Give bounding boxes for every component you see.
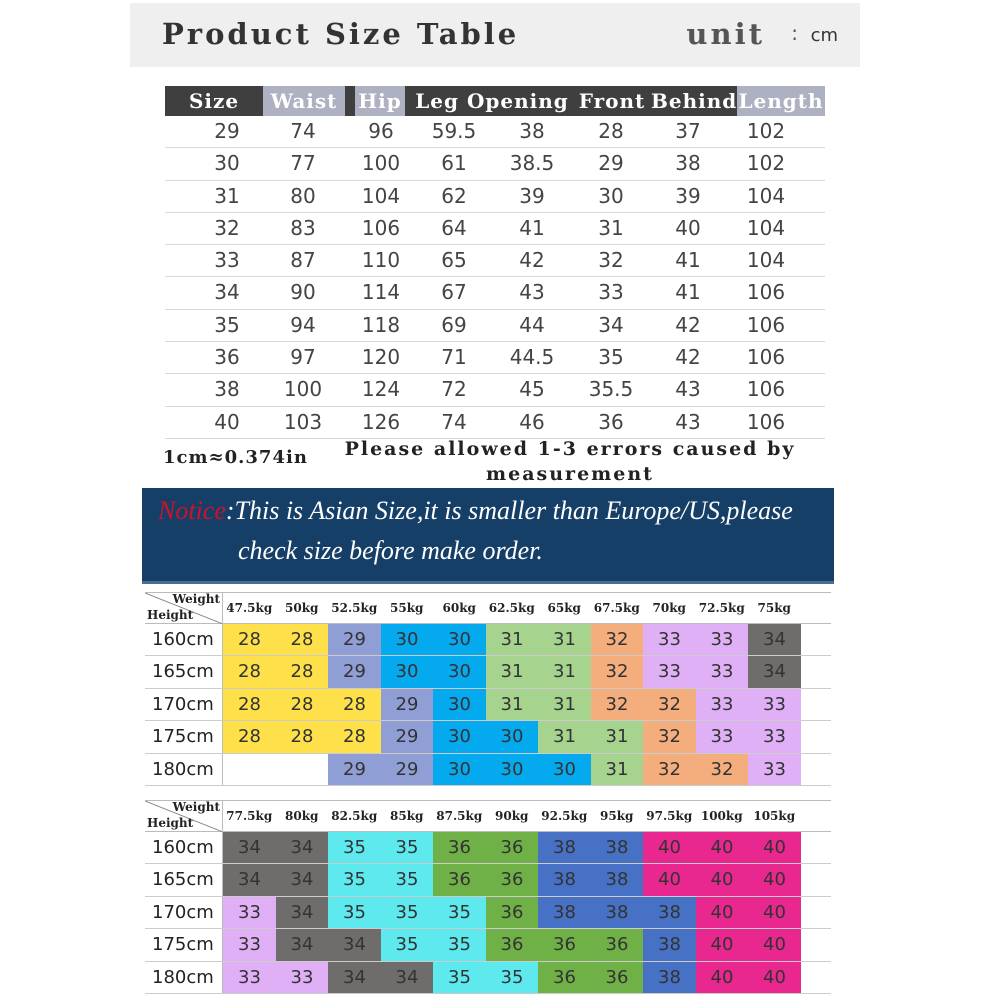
size-recommendation-cell: 34 xyxy=(276,864,329,895)
size-recommendation-cell: 28 xyxy=(276,721,329,752)
size-cell: 35 xyxy=(598,345,624,370)
size-recommendation-cell: 34 xyxy=(276,897,329,928)
weight-column-header: 47.5kg xyxy=(226,601,273,615)
size-recommendation-cell: 33 xyxy=(223,929,276,960)
table-row xyxy=(165,181,825,213)
size-recommendation-cell: 34 xyxy=(276,929,329,960)
size-recommendation-cell: 28 xyxy=(328,689,381,720)
size-cell: 35 xyxy=(214,312,240,337)
weight-height-corner xyxy=(145,801,223,832)
height-cell: 180cm xyxy=(145,754,223,785)
size-cell: 31 xyxy=(598,215,624,240)
size-recommendation-cell: 38 xyxy=(591,832,644,863)
size-cell: 104 xyxy=(361,183,401,208)
notice-banner xyxy=(142,488,834,584)
height-label: Height xyxy=(147,608,194,622)
size-recommendation-cell: 34 xyxy=(748,656,801,687)
height-cell: 175cm xyxy=(145,721,223,752)
size-recommendation-cell: 30 xyxy=(381,624,434,655)
size-recommendation-cell: 40 xyxy=(643,864,696,895)
size-recommendation-cell: 34 xyxy=(276,832,329,863)
size-cell: 39 xyxy=(519,183,545,208)
size-table xyxy=(165,86,825,439)
size-recommendation-cell: 35 xyxy=(381,864,434,895)
size-recommendation-cell: 28 xyxy=(223,624,276,655)
size-recommendation-cell: 34 xyxy=(223,864,276,895)
size-recommendation-cell: 38 xyxy=(538,864,591,895)
size-cell: 42 xyxy=(519,248,545,273)
size-recommendation-cell: 36 xyxy=(486,929,539,960)
size-recommendation-cell: 28 xyxy=(223,721,276,752)
size-cell: 40 xyxy=(214,409,240,434)
size-recommendation-cell: 40 xyxy=(696,897,749,928)
size-recommendation-cell: 31 xyxy=(538,689,591,720)
size-recommendation-cell: 29 xyxy=(381,689,434,720)
table-row xyxy=(165,342,825,374)
size-recommendation-cell: 34 xyxy=(328,929,381,960)
size-cell: 104 xyxy=(746,248,786,273)
size-recommendation-cell: 31 xyxy=(486,624,539,655)
size-recommendation-cell: 28 xyxy=(328,721,381,752)
size-cell: 90 xyxy=(290,280,316,305)
size-recommendation-cell: 31 xyxy=(486,656,539,687)
size-cell: 104 xyxy=(746,215,786,240)
height-cell: 170cm xyxy=(145,897,223,928)
height-cell: 180cm xyxy=(145,962,223,993)
size-recommendation-cell: 29 xyxy=(381,721,434,752)
size-cell: 41 xyxy=(519,215,545,240)
size-header-size: Size xyxy=(188,89,240,113)
size-cell: 41 xyxy=(675,280,701,305)
weight-height-grid-1 xyxy=(145,592,831,786)
size-cell: 33 xyxy=(598,280,624,305)
weight-column-header: 97.5kg xyxy=(646,809,693,823)
size-cell: 38 xyxy=(675,151,701,176)
notice-line-2: check size before make order. xyxy=(238,536,543,565)
size-recommendation-cell: 40 xyxy=(748,962,801,993)
size-cell: 29 xyxy=(214,119,240,143)
weight-label: Weight xyxy=(172,593,220,606)
size-cell: 114 xyxy=(361,280,401,305)
weight-column-header: 90kg xyxy=(495,809,529,823)
size-cell: 62 xyxy=(441,183,467,208)
size-recommendation-cell: 30 xyxy=(433,624,486,655)
size-header-hip: Hip xyxy=(355,86,405,116)
size-cell: 34 xyxy=(598,312,624,337)
size-recommendation-cell: 35 xyxy=(433,897,486,928)
grid-row xyxy=(145,897,831,929)
size-cell: 36 xyxy=(214,345,240,370)
size-recommendation-cell: 30 xyxy=(433,689,486,720)
weight-column-header: 67.5kg xyxy=(593,601,640,615)
size-recommendation-cell: 33 xyxy=(696,721,749,752)
size-cell: 38 xyxy=(214,377,240,402)
size-recommendation-cell: 33 xyxy=(696,656,749,687)
size-recommendation-cell: 38 xyxy=(538,897,591,928)
size-recommendation-cell: 35 xyxy=(486,962,539,993)
size-recommendation-cell: 30 xyxy=(433,754,486,785)
table-row xyxy=(165,213,825,245)
unit-separator: : xyxy=(791,21,798,45)
size-cell: 80 xyxy=(290,183,316,208)
size-cell: 46 xyxy=(519,409,545,434)
size-recommendation-cell: 32 xyxy=(696,754,749,785)
size-cell: 74 xyxy=(441,409,467,434)
size-recommendation-cell: 33 xyxy=(748,721,801,752)
size-cell: 124 xyxy=(361,377,401,402)
size-recommendation-cell: 38 xyxy=(538,832,591,863)
size-recommendation-cell: 28 xyxy=(223,656,276,687)
size-cell: 100 xyxy=(283,377,323,402)
size-recommendation-cell: 28 xyxy=(276,689,329,720)
size-cell: 39 xyxy=(675,183,701,208)
size-cell: 59.5 xyxy=(431,119,477,143)
height-cell: 160cm xyxy=(145,624,223,655)
size-recommendation-cell: 35 xyxy=(381,832,434,863)
size-recommendation-cell: 36 xyxy=(591,929,644,960)
size-recommendation-cell: 32 xyxy=(591,624,644,655)
weight-column-header: 85kg xyxy=(390,809,424,823)
size-cell: 43 xyxy=(675,409,701,434)
weight-column-header: 100kg xyxy=(700,809,743,823)
size-recommendation-cell: 38 xyxy=(643,962,696,993)
size-cell: 94 xyxy=(290,312,316,337)
size-cell: 28 xyxy=(598,119,624,143)
table-row xyxy=(165,407,825,439)
size-recommendation-cell: 31 xyxy=(538,721,591,752)
size-recommendation-cell: 30 xyxy=(486,754,539,785)
weight-column-header: 50kg xyxy=(285,601,319,615)
size-recommendation-cell xyxy=(276,754,329,785)
size-cell: 83 xyxy=(290,215,316,240)
size-recommendation-cell: 29 xyxy=(381,754,434,785)
size-recommendation-cell: 28 xyxy=(276,624,329,655)
size-recommendation-cell: 34 xyxy=(223,832,276,863)
size-recommendation-cell: 32 xyxy=(643,721,696,752)
weight-column-header: 60kg xyxy=(442,601,476,615)
weight-column-header: 70kg xyxy=(652,601,686,615)
size-cell: 72 xyxy=(441,377,467,402)
size-header-front: Front xyxy=(578,89,646,113)
size-recommendation-cell: 40 xyxy=(748,864,801,895)
size-cell: 41 xyxy=(675,248,701,273)
height-cell: 165cm xyxy=(145,656,223,687)
height-cell: 160cm xyxy=(145,832,223,863)
grid-row xyxy=(145,929,831,961)
size-recommendation-cell: 38 xyxy=(591,897,644,928)
table-row xyxy=(165,245,825,277)
weight-label: Weight xyxy=(172,801,220,814)
size-cell: 61 xyxy=(441,151,467,176)
size-recommendation-cell: 36 xyxy=(433,864,486,895)
size-cell: 43 xyxy=(519,280,545,305)
size-recommendation-cell: 34 xyxy=(748,624,801,655)
weight-column-header: 105kg xyxy=(753,809,796,823)
size-table-body xyxy=(165,116,825,439)
size-cell: 87 xyxy=(290,248,316,273)
grid-row xyxy=(145,832,831,864)
size-recommendation-cell: 29 xyxy=(328,624,381,655)
size-cell: 33 xyxy=(214,248,240,273)
page-title: Product Size Table xyxy=(162,17,520,51)
size-recommendation-cell: 28 xyxy=(223,689,276,720)
conversion-note: 1cm≈0.374in xyxy=(163,447,308,468)
size-cell: 106 xyxy=(746,280,786,305)
table-row xyxy=(165,116,825,148)
size-cell: 71 xyxy=(441,345,467,370)
size-cell: 35.5 xyxy=(588,377,634,402)
weight-column-header: 95kg xyxy=(600,809,634,823)
weight-column-header: 62.5kg xyxy=(488,601,535,615)
size-recommendation-cell: 36 xyxy=(538,929,591,960)
grid-row xyxy=(145,624,831,656)
size-recommendation-cell: 30 xyxy=(538,754,591,785)
weight-column-header: 65kg xyxy=(547,601,581,615)
size-recommendation-cell: 33 xyxy=(748,689,801,720)
size-recommendation-cell: 35 xyxy=(328,832,381,863)
size-recommendation-cell: 33 xyxy=(223,962,276,993)
weight-height-corner xyxy=(145,593,223,624)
size-recommendation-cell: 29 xyxy=(328,754,381,785)
size-recommendation-cell: 34 xyxy=(328,962,381,993)
weight-height-grid-2 xyxy=(145,800,831,994)
size-cell: 36 xyxy=(598,409,624,434)
size-recommendation-cell: 35 xyxy=(328,897,381,928)
size-recommendation-cell: 35 xyxy=(381,929,434,960)
weight-column-header: 92.5kg xyxy=(541,809,588,823)
unit-value: cm xyxy=(810,25,838,46)
size-recommendation-cell: 33 xyxy=(643,624,696,655)
grid-header xyxy=(145,800,831,832)
size-cell: 106 xyxy=(361,215,401,240)
grid-row xyxy=(145,754,831,786)
weight-column-header: 77.5kg xyxy=(226,809,273,823)
size-recommendation-cell: 32 xyxy=(591,689,644,720)
size-cell: 64 xyxy=(441,215,467,240)
height-cell: 165cm xyxy=(145,864,223,895)
table-row xyxy=(165,277,825,309)
size-cell: 102 xyxy=(746,119,786,143)
weight-column-header: 55kg xyxy=(390,601,424,615)
weight-column-header: 52.5kg xyxy=(331,601,378,615)
notice-line-1 xyxy=(158,496,793,526)
table-row xyxy=(165,374,825,406)
size-recommendation-cell: 40 xyxy=(696,832,749,863)
size-recommendation-cell: 31 xyxy=(486,689,539,720)
size-recommendation-cell: 40 xyxy=(748,832,801,863)
size-recommendation-cell: 33 xyxy=(696,689,749,720)
grid-row xyxy=(145,689,831,721)
size-cell: 118 xyxy=(361,312,401,337)
size-recommendation-cell: 40 xyxy=(748,897,801,928)
size-recommendation-cell: 32 xyxy=(643,754,696,785)
notice-word: Notice xyxy=(158,496,226,525)
size-recommendation-cell: 40 xyxy=(696,929,749,960)
size-recommendation-cell: 40 xyxy=(643,832,696,863)
size-recommendation-cell: 36 xyxy=(486,864,539,895)
size-recommendation-cell: 36 xyxy=(433,832,486,863)
size-cell: 38.5 xyxy=(509,151,555,176)
size-recommendation-cell: 30 xyxy=(486,721,539,752)
size-cell: 106 xyxy=(746,345,786,370)
size-recommendation-cell: 35 xyxy=(433,929,486,960)
size-cell: 77 xyxy=(290,151,316,176)
size-recommendation-cell: 33 xyxy=(223,897,276,928)
size-cell: 38 xyxy=(519,119,545,143)
size-cell: 102 xyxy=(746,151,786,176)
size-cell: 37 xyxy=(675,119,701,143)
grid-header xyxy=(145,592,831,624)
size-recommendation-cell: 33 xyxy=(276,962,329,993)
size-cell: 44.5 xyxy=(509,345,555,370)
size-table-header xyxy=(165,86,825,116)
size-recommendation-cell: 38 xyxy=(591,864,644,895)
size-cell: 43 xyxy=(675,377,701,402)
size-header-leg-opening: Leg Opening xyxy=(415,89,569,113)
size-recommendation-cell: 31 xyxy=(538,624,591,655)
size-recommendation-cell: 30 xyxy=(433,721,486,752)
size-recommendation-cell: 31 xyxy=(591,754,644,785)
size-cell: 103 xyxy=(283,409,323,434)
size-recommendation-cell: 33 xyxy=(696,624,749,655)
size-cell: 106 xyxy=(746,377,786,402)
size-recommendation-cell xyxy=(223,754,276,785)
table-row xyxy=(165,310,825,342)
grid-row xyxy=(145,656,831,688)
size-cell: 74 xyxy=(290,119,316,143)
size-cell: 30 xyxy=(214,151,240,176)
size-recommendation-cell: 32 xyxy=(643,689,696,720)
height-cell: 170cm xyxy=(145,689,223,720)
size-recommendation-cell: 33 xyxy=(643,656,696,687)
size-cell: 106 xyxy=(746,312,786,337)
size-cell: 44 xyxy=(519,312,545,337)
size-recommendation-cell: 35 xyxy=(433,962,486,993)
size-cell: 126 xyxy=(361,409,401,434)
size-recommendation-cell: 31 xyxy=(591,721,644,752)
size-cell: 67 xyxy=(441,280,467,305)
height-cell: 175cm xyxy=(145,929,223,960)
size-recommendation-cell: 28 xyxy=(276,656,329,687)
size-cell: 120 xyxy=(361,345,401,370)
size-recommendation-cell: 31 xyxy=(538,656,591,687)
weight-column-header: 87.5kg xyxy=(436,809,483,823)
size-cell: 65 xyxy=(441,248,467,273)
size-recommendation-cell: 30 xyxy=(381,656,434,687)
size-recommendation-cell: 38 xyxy=(643,897,696,928)
size-recommendation-cell: 35 xyxy=(381,897,434,928)
size-cell: 42 xyxy=(675,345,701,370)
size-cell: 100 xyxy=(361,151,401,176)
size-recommendation-cell: 30 xyxy=(433,656,486,687)
size-recommendation-cell: 32 xyxy=(591,656,644,687)
grid-row xyxy=(145,962,831,994)
size-recommendation-cell: 38 xyxy=(643,929,696,960)
size-header-behind: Behind xyxy=(651,89,738,113)
size-cell: 31 xyxy=(214,183,240,208)
size-header-length: Length xyxy=(737,86,825,116)
size-recommendation-cell: 36 xyxy=(486,897,539,928)
weight-column-header: 80kg xyxy=(285,809,319,823)
size-cell: 34 xyxy=(214,280,240,305)
notice-text-1: :This is Asian Size,it is smaller than Europe/US,please xyxy=(225,496,793,525)
weight-column-header: 82.5kg xyxy=(331,809,378,823)
size-cell: 45 xyxy=(519,377,545,402)
size-recommendation-cell: 34 xyxy=(381,962,434,993)
size-recommendation-cell: 36 xyxy=(591,962,644,993)
error-note: Please allowed 1-3 errors caused by measurement xyxy=(344,438,796,485)
grid-row xyxy=(145,864,831,896)
size-cell: 40 xyxy=(675,215,701,240)
size-cell: 42 xyxy=(675,312,701,337)
size-cell: 32 xyxy=(214,215,240,240)
size-header-waist: Waist xyxy=(263,86,345,116)
table-row xyxy=(165,148,825,180)
size-recommendation-cell: 33 xyxy=(748,754,801,785)
size-cell: 69 xyxy=(441,312,467,337)
size-cell: 97 xyxy=(290,345,316,370)
size-cell: 96 xyxy=(368,119,394,143)
size-recommendation-cell: 40 xyxy=(748,929,801,960)
grid-row xyxy=(145,721,831,753)
size-recommendation-cell: 36 xyxy=(486,832,539,863)
size-recommendation-cell: 40 xyxy=(696,864,749,895)
size-cell: 32 xyxy=(598,248,624,273)
size-cell: 29 xyxy=(598,151,624,176)
height-label: Height xyxy=(147,816,194,830)
size-cell: 104 xyxy=(746,183,786,208)
unit-label: unit xyxy=(686,17,765,51)
weight-column-header: 72.5kg xyxy=(698,601,745,615)
title-banner xyxy=(130,3,860,67)
size-recommendation-cell: 35 xyxy=(328,864,381,895)
size-recommendation-cell: 36 xyxy=(538,962,591,993)
weight-column-header: 75kg xyxy=(757,601,791,615)
size-cell: 106 xyxy=(746,409,786,434)
size-cell: 30 xyxy=(598,183,624,208)
size-cell: 110 xyxy=(361,248,401,273)
size-recommendation-cell: 40 xyxy=(696,962,749,993)
size-recommendation-cell: 29 xyxy=(328,656,381,687)
